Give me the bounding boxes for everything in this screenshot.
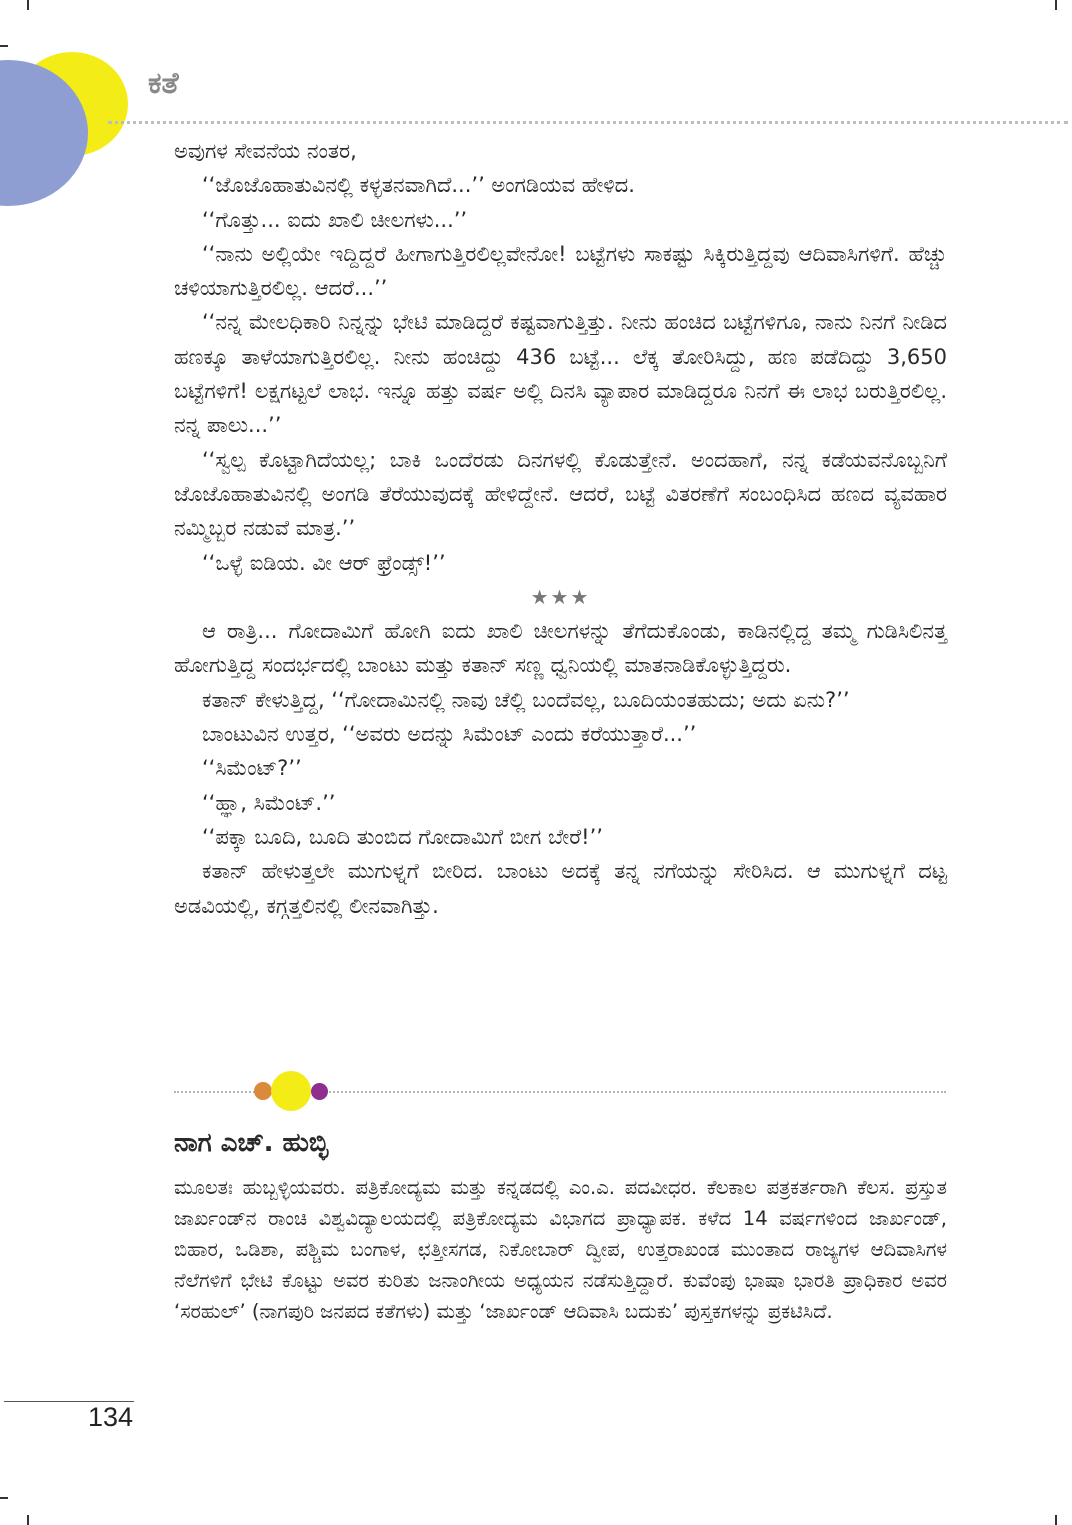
story-paragraph: ಬಾಂಟುವಿನ ಉತ್ತರ, ‘‘ಅವರು ಅದನ್ನು ಸಿಮೆಂಟ್ ಎಂದು ಕರೆಯುತ್ತಾರೆ...’’ xyxy=(202,722,697,747)
decorative-yellow-dot xyxy=(271,1071,311,1111)
story-paragraph: ಆ ರಾತ್ರಿ... ಗೋದಾಮಿಗೆ ಹೋಗಿ ಐದು ಖಾಲಿ ಚೀಲಗಳನ್ನು ತೆಗೆದುಕೊಂಡು, ಕಾಡಿನಲ್ಲಿದ್ದ ತಮ್ಮ ಗುಡಿಸಿಲಿನತ್ತ ಹೋಗುತ್ತಿದ್ದ ಸಂದರ್ಭದಲ್ಲಿ ಬಾಂಟು ಮತ್ತು ಕತಾನ್ ಸಣ್ಣ ಧ್ವನಿಯಲ್ಲಿ ಮಾತನಾಡಿಕೊಳ್ಳುತ್ತಿದ್ದರು. xyxy=(174,619,947,678)
story-paragraph: ಕತಾನ್ ಹೇಳುತ್ತಲೇ ಮುಗುಳ್ನಗೆ ಬೀರಿದ. ಬಾಂಟು ಅದಕ್ಕೆ ತನ್ನ ನಗೆಯನ್ನು ಸೇರಿಸಿದ. ಆ ಮುಗುಳ್ನಗೆ ದಟ್ಟ ಅಡವಿಯಲ್ಲಿ, ಕಗ್ಗತ್ತಲಿನಲ್ಲಿ ಲೀನವಾಗಿತ್ತು. xyxy=(174,859,947,918)
story-paragraph: ‘‘ನಾನು ಅಲ್ಲಿಯೇ ಇದ್ದಿದ್ದರೆ ಹೀಗಾಗುತ್ತಿರಲಿಲ್ಲವೇನೋ! ಬಟ್ಟೆಗಳು ಸಾಕಷ್ಟು ಸಿಕ್ಕಿರುತ್ತಿದ್ದವು ಆದಿವಾಸಿಗಳಿಗೆ. ಹೆಚ್ಚು ಚಳಿಯಾಗುತ್ತಿರಲಿಲ್ಲ. ಆದರೆ...’’ xyxy=(174,241,947,301)
page-number: 134 xyxy=(88,1402,134,1432)
author-bio: ಮೂಲತಃ ಹುಬ್ಬಳ್ಳಿಯವರು. ಪತ್ರಿಕೋದ್ಯಮ ಮತ್ತು ಕನ್ನಡದಲ್ಲಿ ಎಂ.ಎ. ಪದವೀಧರ. ಕೆಲಕಾಲ ಪತ್ರಕರ್ತರಾಗಿ ಕೆಲಸ. ಪ್ರಸ್ತುತ ಜಾರ್ಖಂಡ್‌ನ ರಾಂಚಿ ವಿಶ್ವವಿದ್ಯಾಲಯದಲ್ಲಿ ಪತ್ರಿಕೋದ್ಯಮ ವಿಭಾಗದ ಪ್ರಾಧ್ಯಾಪಕ. ಕಳೆದ 14 ವರ್ಷಗಳಿಂದ ಜಾರ್ಖಂಡ್, ಬಿಹಾರ, ಒಡಿಶಾ, ಪಶ್ಚಿಮ ಬಂಗಾಳ, ಛತ್ತೀಸಗಡ, ನಿಕೋಬಾರ್ ದ್ವೀಪ, ಉತ್ತರಾಖಂಡ ಮುಂತಾದ ರಾಜ್ಯಗಳ ಆದಿವಾಸಿಗಳ ನೆಲೆಗಳಿಗೆ ಭೇಟಿ ಕೊಟ್ಟು ಅವರ ಕುರಿತು ಜನಾಂಗೀಯ ಅಧ್ಯಯನ ನಡೆಸುತ್ತಿದ್ದಾರೆ. ಕುವೆಂಪು ಭಾಷಾ ಭಾರತಿ ಪ್ರಾಧಿಕಾರ ಅವರ ‘ಸರಹುಲ್’ (ನಾಗಪುರಿ ಜನಪದ ಕತೆಗಳು) ಮತ್ತು ‘ಜಾರ್ಖಂಡ್ ಆದಿವಾಸಿ ಬದುಕು’ ಪುಸ್ತಕಗಳನ್ನು ಪ್ರಕಟಿಸಿದೆ. xyxy=(174,1176,947,1323)
story-paragraph: ‘‘ಸಿಮೆಂಟ್?’’ xyxy=(202,756,302,781)
crop-mark-top-right xyxy=(1055,0,1057,10)
story-paragraph: ‘‘ಪಕ್ಕಾ ಬೂದಿ, ಬೂದಿ ತುಂಬಿದ ಗೋದಾಮಿಗೆ ಬೀಗ ಬೇರೆ!’’ xyxy=(202,824,603,849)
story-paragraph: ‘‘ಗೊತ್ತು... ಐದು ಖಾಲಿ ಚೀಲಗಳು...’’ xyxy=(202,207,468,232)
crop-mark-bottom-left xyxy=(27,1515,29,1525)
section-break-stars: ★★★ xyxy=(530,584,591,609)
crop-mark-left-upper xyxy=(0,45,8,47)
story-body xyxy=(174,134,947,923)
crop-mark-bottom-right xyxy=(1055,1515,1057,1525)
story-paragraph: ‘‘ಹ್ಞಾ, ಸಿಮೆಂಟ್.’’ xyxy=(202,790,336,815)
decorative-purple-dot xyxy=(311,1083,328,1100)
crop-mark-left-lower xyxy=(0,1497,8,1499)
crop-mark-top-left xyxy=(27,0,29,10)
author-name: ನಾಗ ಎಚ್. ಹುಬ್ಳಿ xyxy=(174,1128,328,1158)
story-paragraph: ‘‘ಒಳ್ಳೆ ಐಡಿಯ. ವೀ ಆರ್ ಫ್ರೆಂಡ್ಸ್!’’ xyxy=(202,550,446,575)
story-paragraph: ‘‘ನನ್ನ ಮೇಲಧಿಕಾರಿ ನಿನ್ನನ್ನು ಭೇಟಿ ಮಾಡಿದ್ದರೆ ಕಷ್ಟವಾಗುತ್ತಿತ್ತು. ನೀನು ಹಂಚಿದ ಬಟ್ಟೆಗಳಿಗೂ, ನಾನು ನಿನಗೆ ನೀಡಿದ ಹಣಕ್ಕೂ ತಾಳೆಯಾಗುತ್ತಿರಲಿಲ್ಲ. ನೀನು ಹಂಚಿದ್ದು 436 ಬಟ್ಟೆ... ಲೆಕ್ಕ ತೋರಿಸಿದ್ದು, ಹಣ ಪಡೆದಿದ್ದು 3,650 ಬಟ್ಟೆಗಳಿಗೆ! ಲಕ್ಷಗಟ್ಟಲೆ ಲಾಭ. ಇನ್ನೂ ಹತ್ತು ವರ್ಷ ಅಲ್ಲಿ ದಿನಸಿ ವ್ಯಾಪಾರ ಮಾಡಿದ್ದರೂ ನಿನಗೆ ಈ ಲಾಭ ಬರುತ್ತಿರಲಿಲ್ಲ. ನನ್ನ ಪಾಲು...’’ xyxy=(174,310,947,438)
story-paragraph: ಅವುಗಳ ಸೇವನೆಯ ನಂತರ, xyxy=(174,139,357,163)
story-paragraph: ಕತಾನ್ ಕೇಳುತ್ತಿದ್ದ, ‘‘ಗೋದಾಮಿನಲ್ಲಿ ನಾವು ಚೆಲ್ಲಿ ಬಂದೆವಲ್ಲ, ಬೂದಿಯಂತಹುದು; ಅದು ಏನು?’’ xyxy=(202,687,850,712)
header-dotted-rule xyxy=(108,121,1068,124)
story-paragraph: ‘‘ಸ್ವಲ್ಪ ಕೊಟ್ಟಾಗಿದೆಯಲ್ಲ; ಬಾಕಿ ಒಂದೆರಡು ದಿನಗಳಲ್ಲಿ ಕೊಡುತ್ತೇನೆ. ಅಂದಹಾಗೆ, ನನ್ನ ಕಡೆಯವನೊಬ್ಬನಿಗೆ ಜೊಜೊಹಾತುವಿನಲ್ಲಿ ಅಂಗಡಿ ತೆರೆಯುವುದಕ್ಕೆ ಹೇಳಿದ್ದೇನೆ. ಆದರೆ, ಬಟ್ಟೆ ವಿತರಣೆಗೆ ಸಂಬಂಧಿಸಿದ ಹಣದ ವ್ಯವಹಾರ ನಮ್ಮಿಬ್ಬರ ನಡುವೆ ಮಾತ್ರ.’’ xyxy=(174,447,947,541)
story-paragraph: ‘‘ಜೊಜೊಹಾತುವಿನಲ್ಲಿ ಕಳ್ಳತನವಾಗಿದೆ...’’ ಅಂಗಡಿಯವ ಹೇಳಿದ. xyxy=(202,173,635,198)
decorative-orange-dot xyxy=(254,1082,272,1100)
section-title: ಕತೆ xyxy=(148,66,179,101)
